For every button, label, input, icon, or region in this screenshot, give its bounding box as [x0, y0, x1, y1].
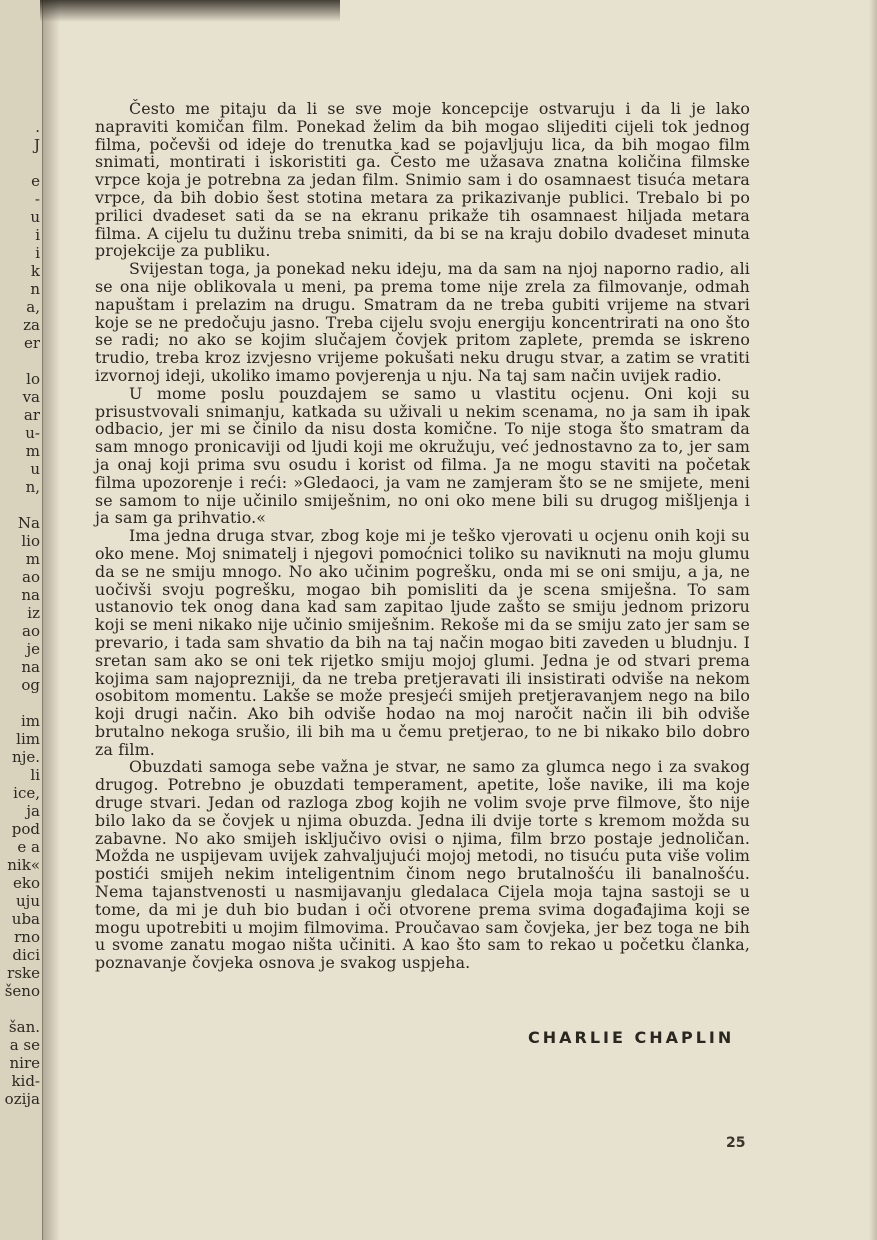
facing-page-fragment: ao: [22, 568, 40, 586]
facing-page-fragment: rno: [14, 928, 40, 946]
facing-page-fragment: ice,: [13, 784, 40, 802]
facing-page-fragment: ar: [23, 406, 40, 424]
facing-page-fragment: rske: [7, 964, 40, 982]
facing-page-fragment: a se: [9, 1036, 40, 1054]
facing-page-fragment: a,: [26, 298, 40, 316]
facing-page-fragment: J: [33, 136, 40, 154]
scan-shadow: [40, 0, 340, 22]
facing-page-fragment: šan.: [8, 1018, 40, 1036]
facing-page-fragment: og: [21, 676, 40, 694]
facing-page-fragment: lo: [26, 370, 40, 388]
facing-page-fragment: na: [21, 658, 40, 676]
facing-page-fragment: u: [30, 460, 40, 478]
facing-page-fragment: m: [25, 550, 40, 568]
facing-page-fragment: m: [25, 442, 40, 460]
facing-page-fragment: er: [23, 334, 40, 352]
facing-page-fragment: n: [30, 280, 40, 298]
facing-page-fragment: va: [22, 388, 40, 406]
facing-page-fragment: u: [30, 208, 40, 226]
facing-page-fragment: uju: [16, 892, 40, 910]
article-body: [95, 100, 750, 972]
article-paragraph: Ima jedna druga stvar, zbog koje mi je teško vjerovati u ocjenu onih koji su oko mene. Moj snimatelj i njegovi pomoćnici toliko su naviknuti na moju glumu da se ne smiju mnogo. No ako učinim pogrešku, onda mi se oni smiju, a ja, ne uočivši svoju pogrešku, mogao bih pomisliti da je scena smiješna. To sam ustanovio tek onog dana kad sam zapitao ljude zašto se smiju jednom prizoru koji se meni nikako nije učinio smiješnim. Rekoše mi da se smiju zato jer sam se prevario, i tada sam shvatio da bih na taj način mogao biti zaveden u bludnju. I sretan sam ako se oni tek rijetko smiju mojoj glumi. Jedna je od stvari prema kojima sam najoprezniji, da ne treba pretjeravati ili insistirati odviše na nekom osobitom momentu. Lakše se može presjeći smijeh pretjeravanjem nego na bilo koji drugi način. Ako bih odviše hodao na moj naročit način ili bih odviše brutalno nekoga srušio, ili bih ma u čemu pretjerao, to ne bi nikako bilo dobro za film.: [95, 526, 750, 759]
facing-page-fragment: za: [23, 316, 40, 334]
facing-page-fragment: je: [26, 640, 40, 658]
article-paragraph: U mome poslu pouzdajem se samo u vlastitu ocjenu. Oni koji su prisustvovali snimanju, katkada su uživali u nekim scenama, no ja sam ih ipak odbacio, jer mi se činilo da nisu dosta komične. To nije stoga što smatram da sam mnogo pronicaviji od ljudi koji me okružuju, već jednostavno za to, jer sam ja onaj koji prima svu osudu i korist od filma. Ja ne mogu staviti na početak filma upozorenje i reći: »Gledaoci, ja vam ne zamjeram što se ne smijete, meni se samom to nije učinilo smiješnim, no oni oko mene bili su drugog mišljenja i ja sam ga prihvatio.«: [95, 383, 750, 528]
facing-page-fragment: .: [35, 118, 40, 136]
facing-page-fragment: ao: [22, 622, 40, 640]
facing-page-fragment: u-: [25, 424, 40, 442]
facing-page-fragment: na: [21, 586, 40, 604]
facing-page-fragment: nik«: [7, 856, 40, 874]
facing-page-fragment: e a: [17, 838, 40, 856]
facing-page-fragment: e: [31, 172, 40, 190]
facing-page-fragment: n,: [25, 478, 40, 496]
facing-page-fragment: im: [20, 712, 40, 730]
facing-page-fragment: k: [30, 262, 40, 280]
facing-page-fragment: nje.: [12, 748, 40, 766]
gutter-shadow: [42, 0, 60, 1240]
article-paragraph: Obuzdati samoga sebe važna je stvar, ne samo za glumca nego i za svakog drugog. Potrebno je obuzdati temperament, apetite, loše navike, ili ma koje druge stvari. Jedan od razloga zbog kojih ne volim svoje prve filmove, što nije bilo lako da se čovjek u njima obuzda. Jedna ili dvije torte s kremom možda su zabavne. No ako smijeh isključivo ovisi o njima, film brzo postaje jednoličan. Možda ne uspijevam uvijek zahvaljujući mojoj metodi, no tisuću puta više volim postići smijeh nekim inteligentnim činom nego brutalnošću ili banalnošću. Nema tajanstvenosti u nasmijavanju gledalaca Cijela moja tajna sastoji se u tome, da mi je duh bio budan i oči otvorene prema svima događajima koji se mogu upotrebiti u mojim filmovima. Proučavao sam čovjeka, jer bez toga ne bih u svome zanatu mogao ništa učiniti. A kao što sam to rekao u početku članka, poznavanje čovjeka osnova je svakog uspjeha.: [95, 757, 750, 973]
facing-page-fragment: ja: [26, 802, 40, 820]
facing-page-fragment: uba: [11, 910, 40, 928]
facing-page-fragment: -: [34, 190, 40, 208]
page-edge: [869, 0, 877, 1240]
facing-page-fragment: ozija: [4, 1090, 40, 1108]
facing-page-fragment: kid-: [11, 1072, 40, 1090]
article-paragraph: Često me pitaju da li se sve moje koncepcije ostvaruju i da li je lako napraviti komičan film. Ponekad želim da bih mogao slijediti cijeli tok jednog filma, počevši od ideje do trenutka kad se pojavljuju lica, da bih mogao film snimati, montirati i iskoristiti ga. Često me užasava znatna količina filmske vrpce koja je potrebna za jedan film. Snimio sam i do osamnaest tisuća metara vrpce, da bih dobio šest stotina metara za prikazivanje publici. Trebalo bi po prilici dvadeset sati da se na ekranu prikaže tih osamnaest hiljada metara filma. A cijelu tu dužinu treba snimiti, da bi se na kraju dobilo dvadeset minuta projekcije za publiku.: [95, 99, 750, 261]
facing-page-edge: [0, 0, 43, 1240]
author-signature: CHARLIE CHAPLIN: [528, 1028, 735, 1047]
facing-page-fragment: eko: [13, 874, 40, 892]
facing-page-fragment: li: [30, 766, 40, 784]
article-paragraph: Svijestan toga, ja ponekad neku ideju, ma da sam na njoj naporno radio, ali se ona nije oblikovala u meni, pa prema tome nije zrela za filmovanje, odmah napuštam i prelazim na drugu. Smatram da ne treba gubiti vrijeme na stvari koje se ne predočuju jasno. Treba cijelu svoju energiju koncentrirati na ono što se radi; no ako se kojim slučajem čovjek pritom zaplete, premda se iskreno trudio, treba kroz izvjesno vrijeme pokušati neku drugu stvar, a zatim se vratiti izvornoj ideji, ukoliko imamo povjerenja u nju. Na taj sam način uvijek radio.: [95, 259, 750, 385]
facing-page-fragment: nire: [9, 1054, 40, 1072]
facing-page-fragment: iz: [27, 604, 40, 622]
facing-page-fragment: i: [35, 244, 40, 262]
facing-page-fragment: dici: [12, 946, 40, 964]
facing-page-fragment: lio: [21, 532, 40, 550]
page-number: 25: [726, 1135, 746, 1151]
facing-page-fragment: lim: [16, 730, 40, 748]
facing-page-fragment: i: [35, 226, 40, 244]
facing-page-fragment: pod: [11, 820, 40, 838]
facing-page-fragment: Na: [17, 514, 40, 532]
facing-page-fragment: šeno: [4, 982, 40, 1000]
